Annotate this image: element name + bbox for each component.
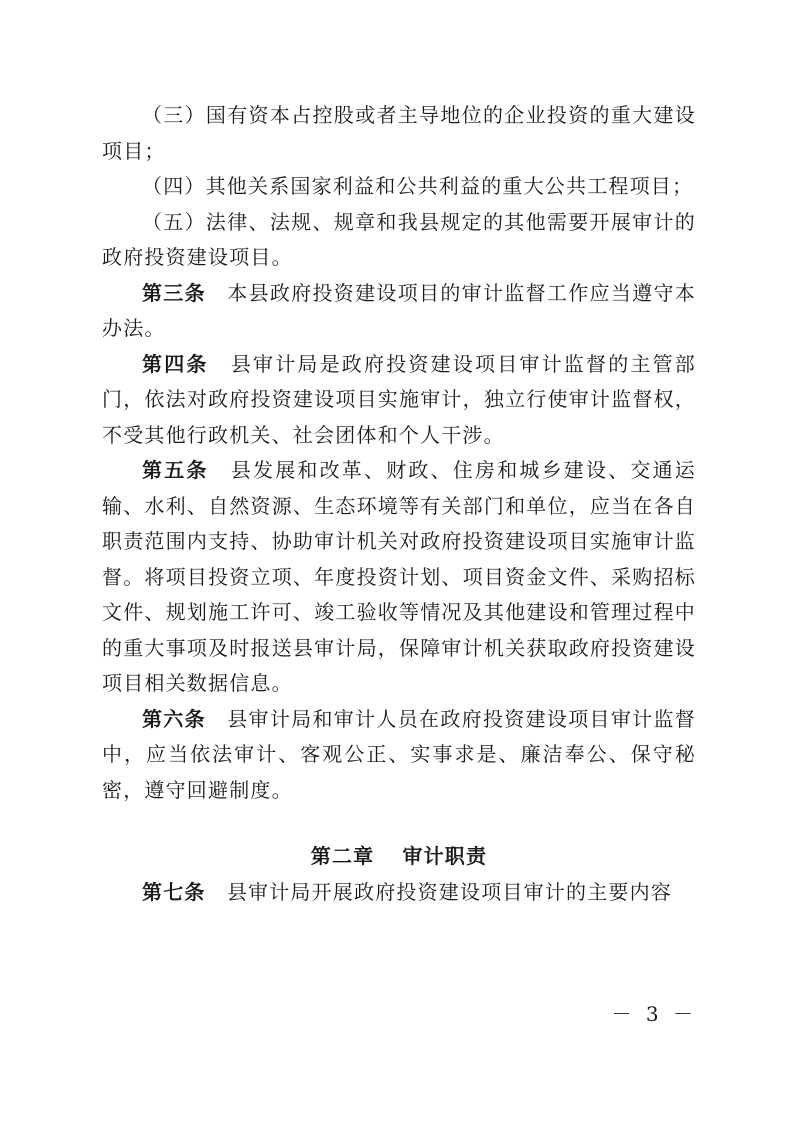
document-page <box>102 98 696 910</box>
article-label: 第三条 <box>142 280 206 305</box>
chapter-heading <box>102 839 696 875</box>
article-six <box>102 702 696 809</box>
paragraph-item-three <box>102 98 696 169</box>
article-five <box>102 453 696 702</box>
article-text: 县审计局是政府投资建设项目审计监督的主管部门，依法对政府投资建设项目实施审计，独立行使审计监督权，不受其他行政机关、社会团体和个人干涉。 <box>102 351 696 447</box>
paragraph-text: （五）法律、法规、规章和我县规定的其他需要开展审计的政府投资建设项目。 <box>102 209 696 269</box>
article-label: 第七条 <box>142 879 206 904</box>
paragraph-text: （三）国有资本占控股或者主导地位的企业投资的重大建设项目； <box>102 103 696 163</box>
article-three <box>102 276 696 347</box>
paragraph-item-four <box>102 169 696 205</box>
page-number: － 3 － <box>611 1002 697 1026</box>
article-seven <box>102 875 696 911</box>
paragraph-item-five <box>102 205 696 276</box>
chapter-number: 第二章 <box>310 844 375 868</box>
paragraph-text: （四）其他关系国家利益和公共利益的重大公共工程项目； <box>142 174 694 198</box>
article-four <box>102 347 696 454</box>
article-label: 第六条 <box>142 706 206 731</box>
article-text: 本县政府投资建设项目的审计监督工作应当遵守本办法。 <box>102 280 696 340</box>
article-label: 第四条 <box>142 351 209 376</box>
article-text: 县审计局和审计人员在政府投资建设项目审计监督中，应当依法审计、客观公正、实事求是、廉洁奉公、保守秘密，遵守回避制度。 <box>102 706 696 802</box>
article-label: 第五条 <box>142 458 209 482</box>
article-text: 县发展和改革、财政、住房和城乡建设、交通运输、水利、自然资源、生态环境等有关部门和单位，应当在各自职责范围内支持、协助审计机关对政府投资建设项目实施审计监督。将项目投资立项、年度投资计划、项目资金文件、采购招标文件、规划施工许可、竣工验收等情况及其他建设和管理过程中的重大事项及时报送县审计局，保障审计机关获取政府投资建设项目相关数据信息。 <box>102 458 696 695</box>
chapter-title: 审计职责 <box>402 844 488 868</box>
article-text: 县审计局开展政府投资建设项目审计的主要内容 <box>226 879 673 904</box>
